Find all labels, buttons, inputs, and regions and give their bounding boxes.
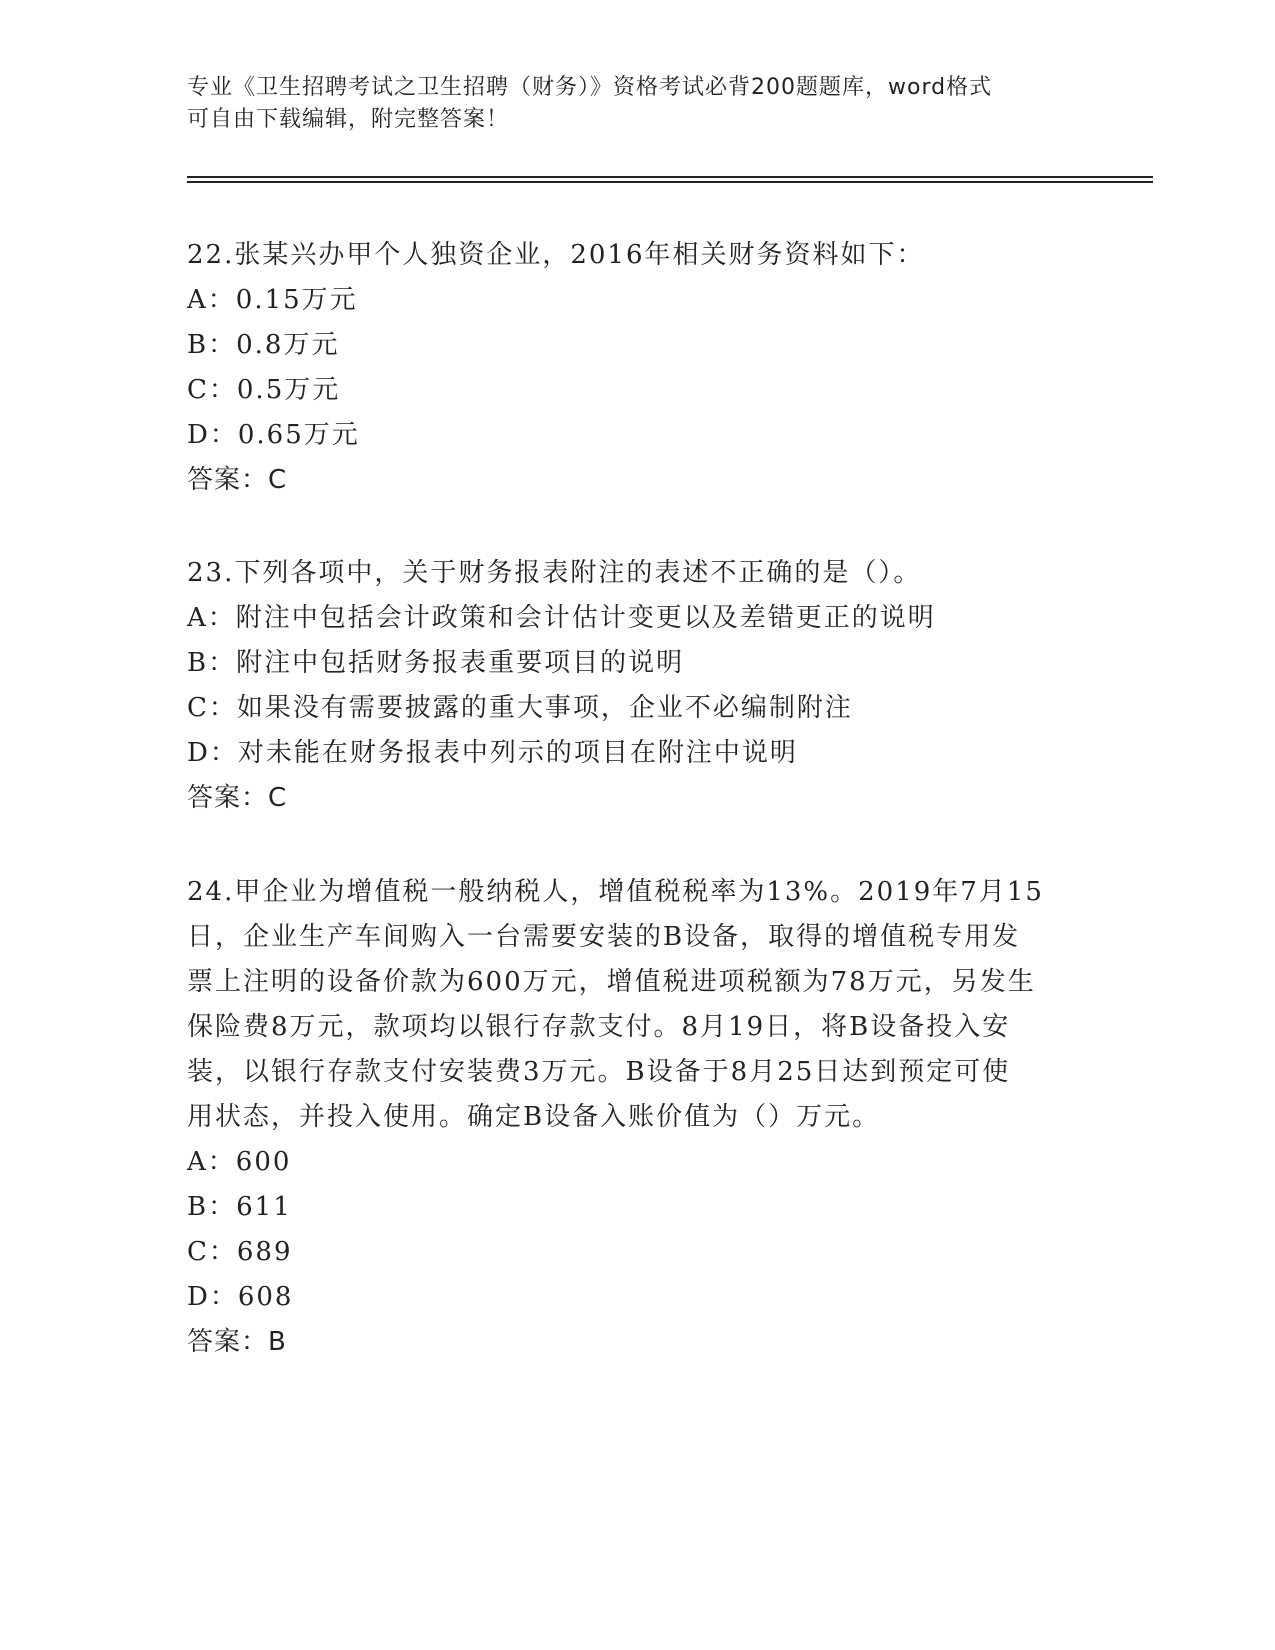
option-b: B：0.8万元 bbox=[187, 330, 340, 360]
header-line-1: 专业《卫生招聘考试之卫生招聘（财务）》资格考试必背200题题库，word格式 bbox=[187, 75, 993, 100]
header-divider-bottom bbox=[187, 181, 1153, 183]
option-a: A：600 bbox=[187, 1147, 292, 1177]
answer: 答案：C bbox=[187, 465, 288, 495]
question-stem-line: 24.甲企业为增值税一般纳税人，增值税税率为13%。2019年7月15 bbox=[187, 877, 1044, 907]
question-stem: 22.张某兴办甲个人独资企业，2016年相关财务资料如下： bbox=[187, 240, 925, 270]
option-a: A：附注中包括会计政策和会计估计变更以及差错更正的说明 bbox=[187, 603, 936, 633]
option-a: A：0.15万元 bbox=[187, 285, 358, 315]
question-stem-line: 装，以银行存款支付安装费3万元。B设备于8月25日达到预定可使 bbox=[187, 1057, 1011, 1087]
option-b: B：611 bbox=[187, 1192, 292, 1222]
question-stem-line: 保险费8万元，款项均以银行存款支付。8月19日，将B设备投入安 bbox=[187, 1012, 1011, 1042]
question-stem: 23.下列各项中，关于财务报表附注的表述不正确的是（）。 bbox=[187, 558, 922, 588]
option-c: C：0.5万元 bbox=[187, 375, 341, 405]
question-stem-line: 日，企业生产车间购入一台需要安装的B设备，取得的增值税专用发 bbox=[187, 922, 1021, 952]
question-23 bbox=[187, 551, 1087, 821]
question-stem-line: 票上注明的设备价款为600万元，增值税进项税额为78万元，另发生 bbox=[187, 967, 1036, 997]
question-stem-line: 用状态，并投入使用。确定B设备入账价值为（）万元。 bbox=[187, 1102, 881, 1132]
header-divider-top bbox=[187, 176, 1153, 178]
answer: 答案：B bbox=[187, 1327, 287, 1357]
document-header bbox=[187, 72, 1067, 136]
question-22 bbox=[187, 233, 1087, 503]
option-d: D：对未能在财务报表中列示的项目在附注中说明 bbox=[187, 738, 798, 768]
option-d: D：608 bbox=[187, 1282, 294, 1312]
question-24 bbox=[187, 870, 1087, 1365]
option-c: C：如果没有需要披露的重大事项，企业不必编制附注 bbox=[187, 693, 853, 723]
option-d: D：0.65万元 bbox=[187, 420, 360, 450]
header-line-2: 可自由下载编辑，附完整答案！ bbox=[187, 107, 510, 132]
option-c: C：689 bbox=[187, 1237, 293, 1267]
option-b: B：附注中包括财务报表重要项目的说明 bbox=[187, 648, 685, 678]
answer: 答案：C bbox=[187, 783, 288, 813]
